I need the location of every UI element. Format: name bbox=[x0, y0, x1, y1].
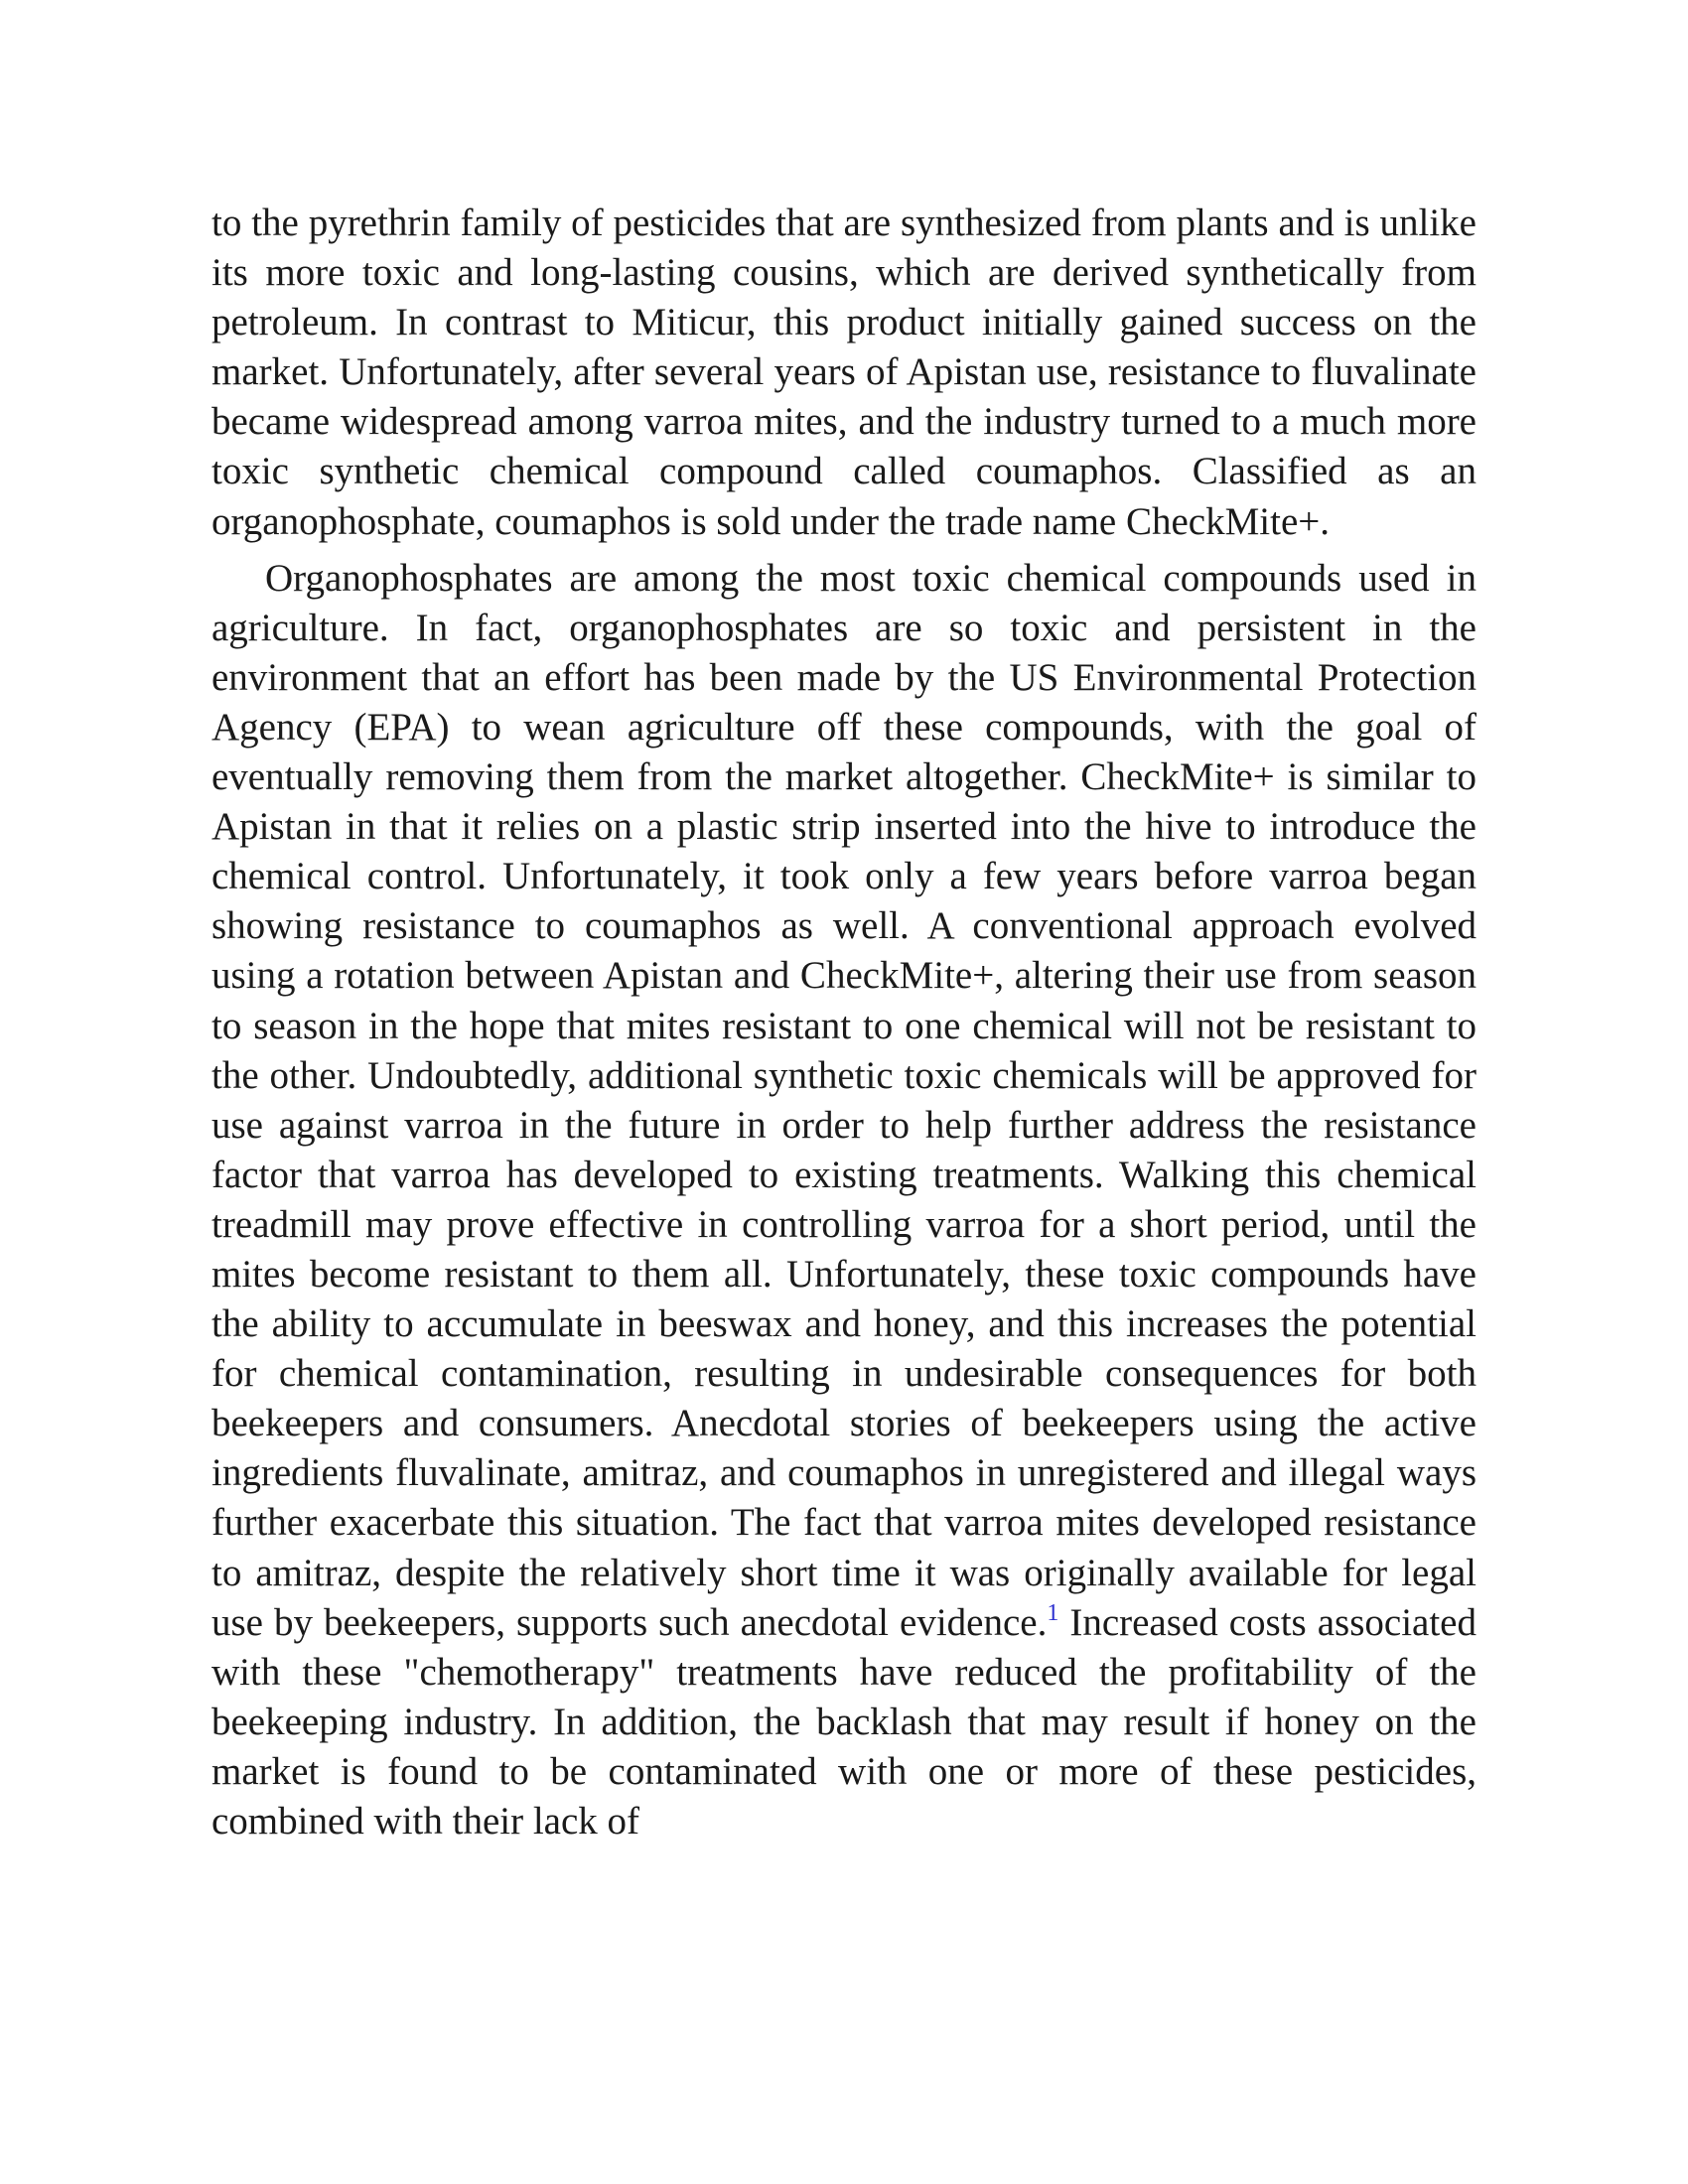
paragraph-1-text: to the pyrethrin family of pesticides that are synthesized from plants and is unlike its more toxic and long-lasting cousins, which are derived synthetically from petroleum. In contrast to Miticur, this product initially gained success on the market. Unfortunately, after several years of Apistan use, resistance to fluvalinate became widespread among varroa mites, and the industry turned to a much more toxic synthetic chemical compound called coumaphos. Classified as an organophosphate, coumaphos is sold under the trade name CheckMite+. bbox=[211, 202, 1477, 543]
document-page bbox=[211, 199, 1477, 1846]
paragraph-1 bbox=[211, 199, 1477, 547]
paragraph-2 bbox=[211, 554, 1477, 1846]
paragraph-2-text-before: Organophosphates are among the most toxic chemical compounds used in agriculture. In fact, organophosphates are so toxic and persistent in the environment that an effort has been made by the US Environmental Protection Agency (EPA) to wean agriculture off these compounds, with the goal of eventually removing them from the market altogether. CheckMite+ is similar to Apistan in that it relies on a plastic strip inserted into the hive to introduce the chemical control. Unfortunately, it took only a few years before varroa began showing resistance to coumaphos as well. A conventional approach evolved using a rotation between Apistan and CheckMite+, altering their use from season to season in the hope that mites resistant to one chemical will not be resistant to the other. Undoubtedly, additional synthetic toxic chemicals will be approved for use against varroa in the future in order to help further address the resistance factor that varroa has developed to existing treatments. Walking this chemical treadmill may prove effective in controlling varroa for a short period, until the mites become resistant to them all. Unfortunately, these toxic compounds have the ability to accumulate in beeswax and honey, and this increases the potential for chemical contamination, resulting in undesirable consequences for both beekeepers and consumers. Anecdotal stories of beekeepers using the active ingredients fluvalinate, amitraz, and coumaphos in unregistered and illegal ways further exacerbate this situation. The fact that varroa mites developed resistance to amitraz, despite the relatively short time it was originally available for legal use by beekeepers, supports such anecdotal evidence. bbox=[211, 556, 1477, 1644]
paragraph-2-text-after: Increased costs associated with these "chemotherapy" treatments have reduced the profitability of the beekeeping industry. In addition, the backlash that may result if honey on the market is found to be contaminated with one or more of these pesticides, combined with their lack of bbox=[211, 1600, 1477, 1843]
footnote-link[interactable]: 1 bbox=[1047, 1599, 1059, 1626]
